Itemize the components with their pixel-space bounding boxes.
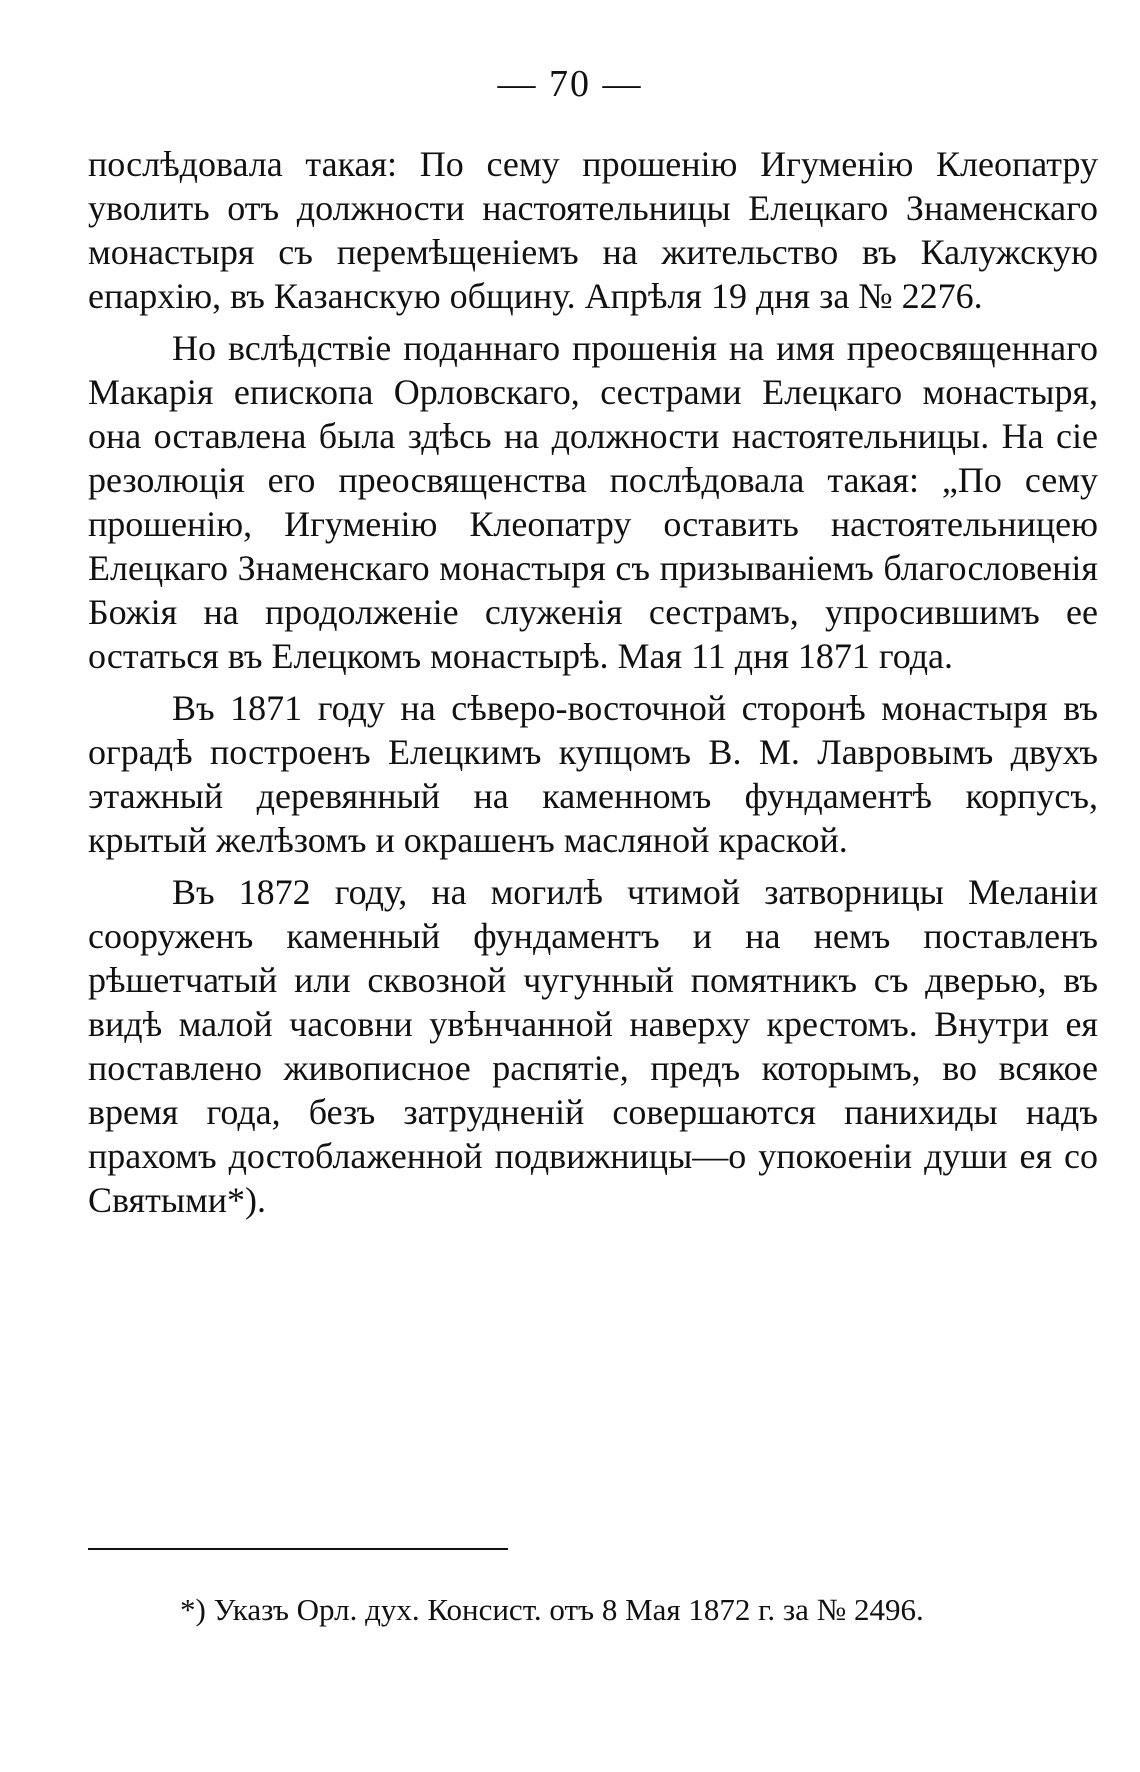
footnote: *) Указъ Орл. дух. Консист. отъ 8 Мая 1872 г. за № 2496. (180, 1592, 924, 1627)
page-number: — 70 — (497, 63, 643, 105)
paragraph-2: Но вслѣдствіе поданнаго прошенія на имя преосвященнаго Макарія епископа Орловскаго, сестрами Елецкаго монастыря, она оставлена была здѣсь на должности настоятельницы. На сіе резолюція его преосвященства послѣдовала такая: „По сему прошенію, Игуменію Клеопатру оставить настоятельницею Елецкаго Знаменскаго монастыря съ призываніемъ благословенія Божія на продолженіе служенія сестрамъ, упросившимъ ее остаться въ Елецкомъ монастырѣ. Мая 11 дня 1871 года. (88, 328, 1098, 676)
body-text (88, 142, 1098, 1222)
paragraph-1: послѣдовала такая: По сему прошенію Игуменію Клеопатру уволить отъ должности настоятельницы Елецкаго Знаменскаго монастыря съ перемѣщеніемъ на жительство въ Калужскую епархію, въ Казанскую общину. Апрѣля 19 дня за № 2276. (88, 144, 1098, 316)
paragraph-4: Въ 1872 году, на могилѣ чтимой затворницы Меланіи сооруженъ каменный фундаментъ и на немъ поставленъ рѣшетчатый или сквозной чугунный помятникъ съ дверью, въ видѣ малой часовни увѣнчанной наверху крестомъ. Внутри ея поставлено живописное распятіе, предъ которымъ, во всякое время года, безъ затрудненій совершаются панихиды надъ прахомъ достоблаженной подвижницы—о упокоеніи души ея со Святыми*). (88, 872, 1098, 1220)
paragraph-3: Въ 1871 году на сѣверо-восточной сторонѣ монастыря въ оградѣ построенъ Елецкимъ купцомъ В. М. Лавровымъ двухъ этажный деревянный на каменномъ фундаментѣ корпусъ, крытый желѣзомъ и окрашенъ масляной краской. (88, 688, 1098, 860)
footnote-divider (88, 1548, 508, 1550)
